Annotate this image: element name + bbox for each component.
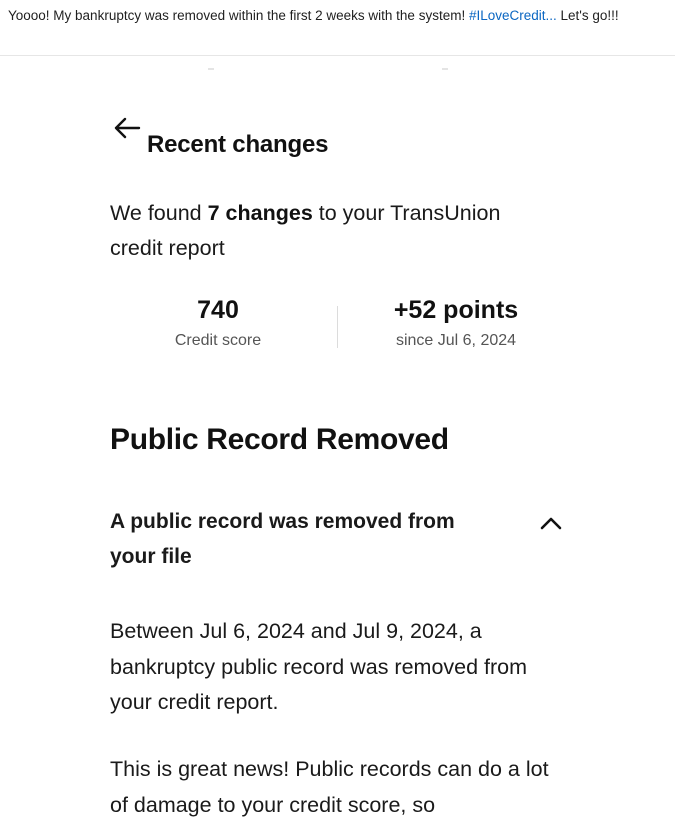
post-caption [8,6,663,25]
credit-score-stat [148,294,288,350]
status-bar-mark [208,68,214,70]
summary-prefix: We found [110,201,208,225]
points-change-label: since Jul 6, 2024 [395,332,517,349]
changes-count: 7 changes [207,201,313,225]
section-heading: Public Record Removed [110,423,449,456]
changes-summary [110,196,550,266]
back-button[interactable] [112,116,142,140]
page-title: Recent changes [147,131,329,158]
summary-suffix: to your TransUnion credit report [110,201,501,260]
caption-text-end: Let's go!!! [556,8,619,23]
arrow-left-icon [112,116,142,140]
chevron-up-icon[interactable] [540,516,562,530]
points-change-value: +52 points [393,296,519,324]
great-news-paragraph: This is great news! Public records can do a lot of damage to your credit score, so [110,757,549,817]
credit-score-label: Credit score [174,332,262,349]
accordion-title: A public record was removed from your file [110,510,455,568]
stat-divider [337,306,338,348]
status-bar-mark [442,68,448,70]
accordion-header[interactable] [110,504,570,574]
caption-text: Yoooo! My bankruptcy was removed within the first 2 weeks with the system! [8,8,469,23]
hashtag-link[interactable]: #ILoveCredit... [468,8,557,23]
app-screenshot [0,56,675,817]
points-change-stat [366,294,546,350]
record-removed-description: Between Jul 6, 2024 and Jul 9, 2024, a bankruptcy public record was removed from your credit report. [110,619,528,714]
credit-score-value: 740 [197,296,239,324]
